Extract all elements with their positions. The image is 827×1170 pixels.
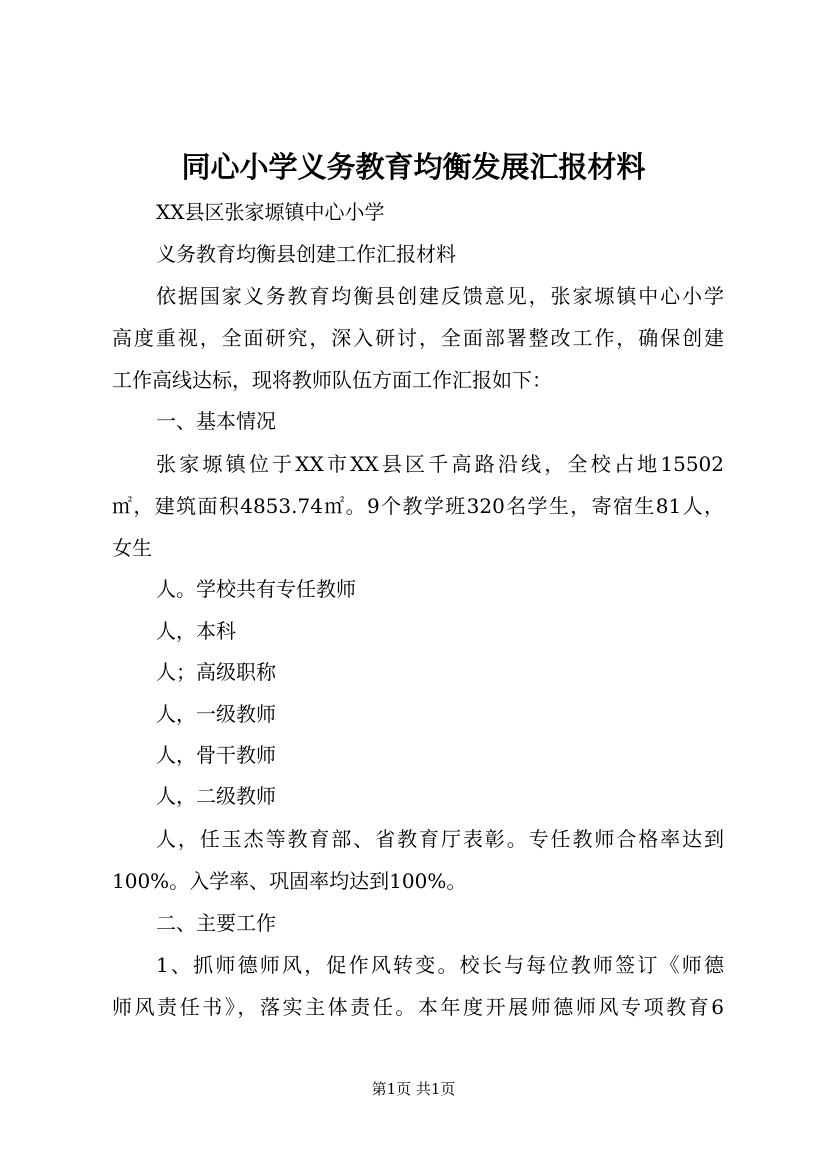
report-subtitle-line: 义务教育均衡县创建工作汇报材料 (156, 242, 456, 266)
paragraph-line: 人。学校共有专任教师 (156, 577, 356, 601)
document-title: 同心小学义务教育均衡发展汇报材料 (181, 150, 646, 184)
paragraph-line: 人，骨干教师 (156, 743, 276, 767)
paragraph-line: 人，一级教师 (156, 702, 276, 726)
paragraph-line: 师风责任书》，落实主体责任。本年度开展师德师风专项教育6 (112, 995, 724, 1019)
paragraph-line: 人，本科 (156, 619, 236, 643)
paragraph-line: 张家塬镇位于XX市XX县区千高路沿线，全校占地15502 (156, 452, 724, 476)
school-name-line: XX县区张家塬镇中心小学 (156, 200, 385, 224)
paragraph-line: 100%。入学率、巩固率均达到100%。 (112, 869, 467, 893)
section-heading-basic: 一、基本情况 (156, 409, 276, 433)
paragraph-line: 高度重视，全面研究，深入研讨，全面部署整改工作，确保创建 (112, 326, 724, 350)
paragraph-line: 工作高线达标，现将教师队伍方面工作汇报如下： (112, 368, 552, 392)
section-heading-main-work: 二、主要工作 (156, 911, 276, 935)
paragraph-line: 女生 (112, 536, 152, 560)
paragraph-line: 依据国家义务教育均衡县创建反馈意见，张家塬镇中心小学 (156, 284, 724, 308)
paragraph-line: ㎡，建筑面积4853.74㎡。9个教学班320名学生，寄宿生81人， (112, 494, 724, 518)
paragraph-line: 人；高级职称 (156, 660, 276, 684)
paragraph-line: 人，任玉杰等教育部、省教育厅表彰。专任教师合格率达到 (156, 827, 724, 851)
page-footer: 第1页 共1页 (371, 1080, 456, 1098)
paragraph-line: 人，二级教师 (156, 784, 276, 808)
paragraph-line: 1、抓师德师风，促作风转变。校长与每位教师签订《师德 (156, 953, 724, 977)
